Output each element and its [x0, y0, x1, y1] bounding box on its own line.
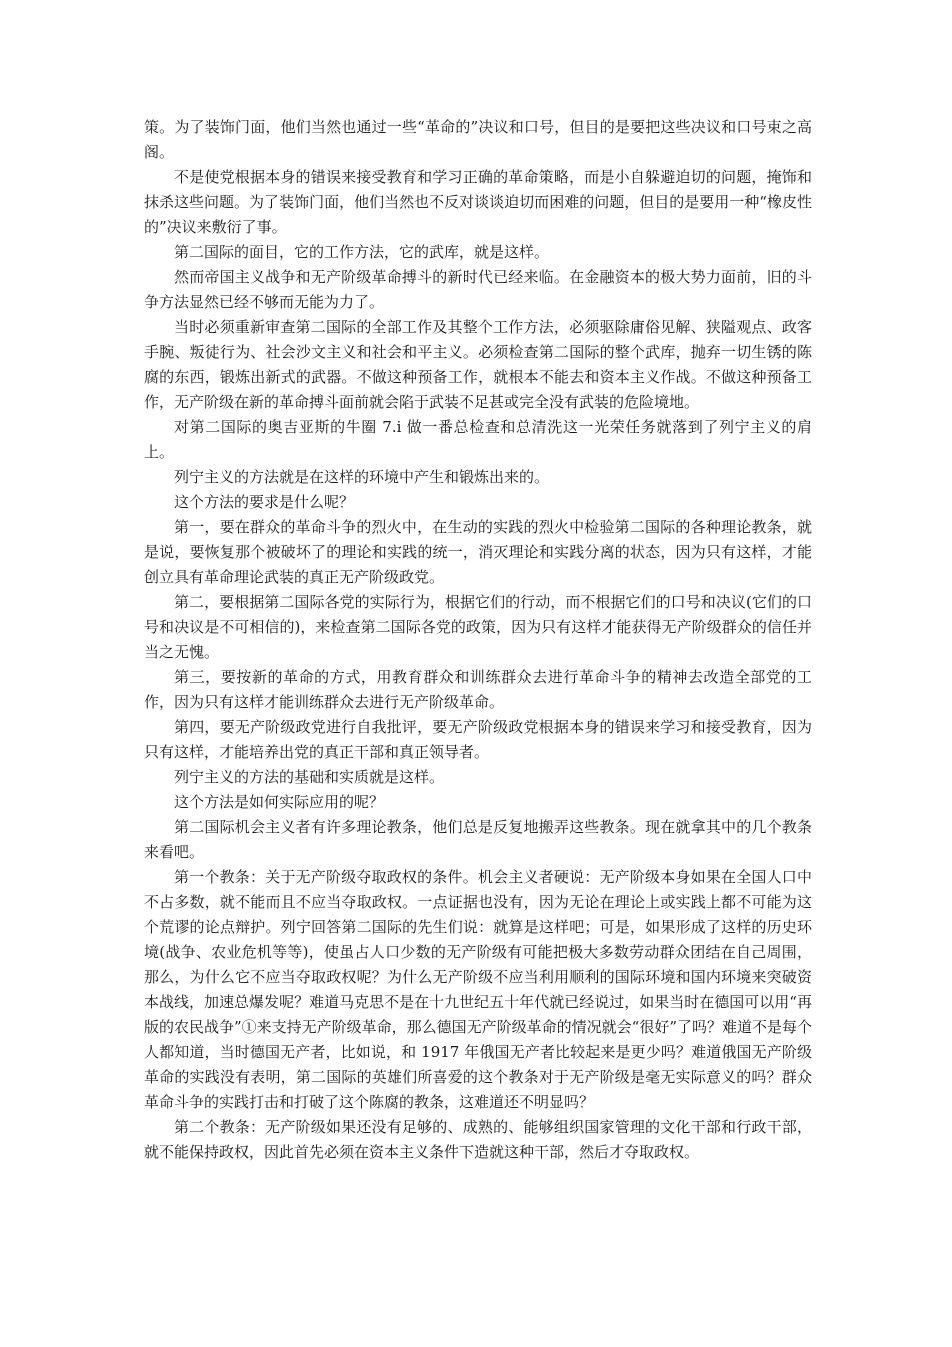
paragraph: 第三，要按新的革命的方式，用教育群众和训练群众去进行革命斗争的精神去改造全部党的工作，因为只有这样才能训练群众去进行无产阶级革命。 [144, 668, 812, 711]
paragraph: 然而帝国主义战争和无产阶级革命搏斗的新时代已经来临。在金融资本的极大势力面前，旧的斗争方法显然已经不够而无能为力了。 [144, 268, 812, 311]
paragraph: 第二国际机会主义者有许多理论教条，他们总是反复地搬弄这些教条。现在就拿其中的几个教条来看吧。 [144, 818, 812, 861]
paragraph: 列宁主义的方法就是在这样的环境中产生和锻炼出来的。 [174, 468, 550, 486]
paragraph: 不是使党根据本身的错误来接受教育和学习正确的革命策略，而是小自躲避迫切的问题，掩饰和抹杀这些问题。为了装饰门面，他们当然也不反对谈谈迫切而困难的问题，但目的是要用一种“橡皮性的”决议来敷衍了事。 [144, 168, 812, 236]
paragraph: 第二，要根据第二国际各党的实际行为，根据它们的行动，而不根据它们的口号和决议(它们的口号和决议是不可相信的)，来检查第二国际各党的政策，因为只有这样才能获得无产阶级群众的信任并当之无愧。 [144, 593, 812, 661]
paragraph: 第一个教条：关于无产阶级夺取政权的条件。机会主义者硬说：无产阶级本身如果在全国人口中不占多数，就不能而且不应当夺取政权。一点证据也没有，因为无论在理论上或实践上都不可能为这个荒谬的论点辩护。列宁回答第二国际的先生们说：就算是这样吧；可是，如果形成了这样的历史环境(战争、农业危机等等)，使虽占人口少数的无产阶级有可能把极大多数劳动群众团结在自己周围，那么，为什么它不应当夺取政权呢？为什么无产阶级不应当利用顺利的国际环境和国内环境来突破资本战线，加速总爆发呢？难道马克思不是在十九世纪五十年代就已经说过，如果当时在德国可以用“再版的农民战争”①来支持无产阶级革命，那么德国无产阶级革命的情况就会“很好”了吗？难道不是每个人都知道，当时德国无产者，比如说，和 1917 年俄国无产者比较起来是更少吗？难道俄国无产阶级革命的实践没有表明，第二国际的英雄们所喜爱的这个教条对于无产阶级是毫无实际意义的吗？群众革命斗争的实践打击和打破了这个陈腐的教条，这难道还不明显吗？ [144, 868, 813, 1111]
paragraph: 第一，要在群众的革命斗争的烈火中，在生动的实践的烈火中检验第二国际的各种理论教条，就是说，要恢复那个被破坏了的理论和实践的统一，消灭理论和实践分离的状态，因为只有这样，才能创立具有革命理论武装的真正无产阶级政党。 [144, 518, 812, 586]
paragraph: 列宁主义的方法的基础和实质就是这样。 [174, 768, 445, 786]
paragraph: 当时必须重新审查第二国际的全部工作及其整个工作方法，必须驱除庸俗见解、狭隘观点、政客手腕、叛徒行为、社会沙文主义和社会和平主义。必须检查第二国际的整个武库，抛弃一切生锈的陈腐的东西，锻炼出新式的武器。不做这种预备工作，就根本不能去和资本主义作战。不做这种预备工作，无产阶级在新的革命搏斗面前就会陷于武装不足甚或完全没有武装的危险境地。 [144, 318, 812, 411]
paragraph: 第二个教条：无产阶级如果还没有足够的、成熟的、能够组织国家管理的文化干部和行政干部，就不能保持政权，因此首先必须在资本主义条件下造就这种干部，然后才夺取政权。 [144, 1118, 812, 1161]
paragraph: 这个方法的要求是什么呢？ [174, 493, 355, 511]
paragraph: 第二国际的面目，它的工作方法，它的武库，就是这样。 [174, 243, 550, 261]
paragraph: 这个方法是如何实际应用的呢？ [174, 793, 385, 811]
paragraph: 策。为了装饰门面，他们当然也通过一些“革命的”决议和口号，但目的是要把这些决议和口号束之高阁。 [144, 118, 812, 161]
paragraph: 第四，要无产阶级政党进行自我批评，要无产阶级政党根据本身的错误来学习和接受教育，因为只有这样，才能培养出党的真正干部和真正领导者。 [144, 718, 812, 761]
document-page [144, 115, 812, 1165]
paragraph: 对第二国际的奥吉亚斯的牛圈 7.i 做一番总检查和总清洗这一光荣任务就落到了列宁主义的肩上。 [144, 418, 812, 461]
